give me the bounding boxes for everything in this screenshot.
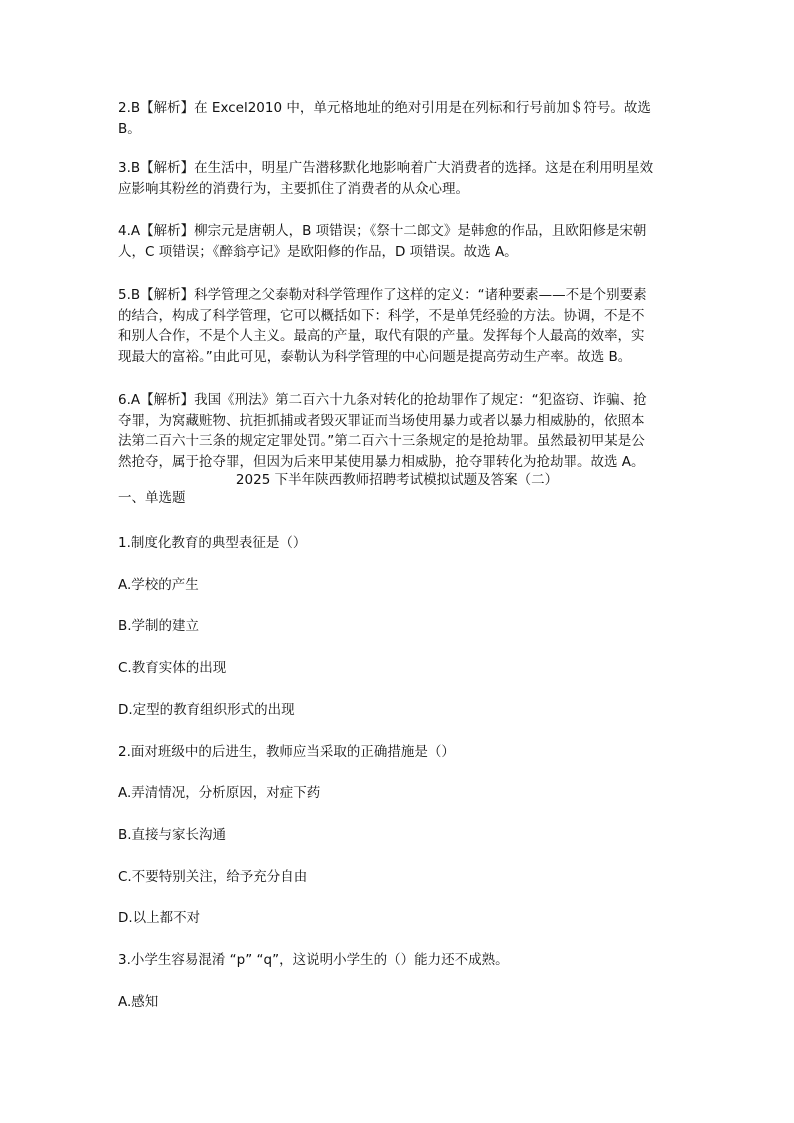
answer-paragraph — [118, 390, 698, 472]
answer-line: 法第二百六十三条的规定定罪处罚。”第二百六十三条规定的是抢劫罪。虽然最初甲某是公 — [118, 433, 645, 449]
answer-line: 的结合，构成了科学管理，它可以概括如下：科学，不是单凭经验的方法。协调，不是不 — [118, 307, 645, 324]
answer-paragraph — [118, 98, 698, 139]
question-option-text: D.定型的教育组织形式的出现 — [118, 701, 295, 718]
question-option-text: A.弄清情况，分析原因，对症下药 — [118, 785, 321, 802]
question-stem — [118, 533, 698, 554]
question-option — [118, 700, 698, 721]
answer-line: 2.B【解析】在 Excel2010 中，单元格地址的绝对引用是在列标和行号前加＄符号。故选 — [118, 100, 651, 116]
question-stem-text: 3.小学生容易混淆 “p” “q”，这说明小学生的（）能力还不成熟。 — [118, 952, 509, 968]
question-stem — [118, 742, 698, 763]
question-option — [118, 867, 698, 888]
answer-line: 5.B【解析】科学管理之父泰勒对科学管理作了这样的定义：“诸种要素——不是个别要素 — [118, 287, 647, 303]
answer-line: 6.A【解析】我国《刑法》第二百六十九条对转化的抢劫罪作了规定：“犯盗窃、诈骗、抢 — [118, 392, 647, 408]
question-option-text: B.学制的建立 — [118, 618, 200, 635]
question-option-text: A.学校的产生 — [118, 576, 199, 593]
answer-paragraph — [118, 221, 698, 262]
section-title: 2025 下半年陕西教师招聘考试模拟试题及答案（二） — [235, 472, 559, 488]
answer-line: 应影响其粉丝的消费行为，主要抓住了消费者的从众心理。 — [118, 180, 469, 197]
answer-line: 人，C 项错误；《醉翁亭记》是欧阳修的作品，D 项错误。故选 A。 — [118, 243, 518, 260]
question-stem-text: 2.面对班级中的后进生，教师应当采取的正确措施是（） — [118, 743, 455, 760]
question-option — [118, 783, 698, 804]
question-option — [118, 616, 698, 637]
question-option-text: D.以上都不对 — [118, 910, 201, 927]
question-option-text: A.感知 — [118, 993, 159, 1010]
answer-line: 现最大的富裕。”由此可见，泰勒认为科学管理的中心问题是提高劳动生产率。故选 B。 — [118, 348, 632, 365]
question-option-text: C.不要特别关注，给予充分自由 — [118, 868, 308, 885]
answer-line: 和别人合作，不是个人主义。最高的产量，取代有限的产量。发挥每个人最高的效率，实 — [118, 328, 645, 344]
question-stem — [118, 950, 698, 971]
answer-paragraph — [118, 158, 698, 199]
answer-line: 夺罪，为窝藏赃物、抗拒抓捕或者毁灭罪证而当场使用暴力或者以暴力相威胁的，依照本 — [118, 412, 645, 429]
answer-line: 3.B【解析】在生活中，明星广告潜移默化地影响着广大消费者的选择。这是在利用明星效 — [118, 160, 654, 176]
section-heading-text: 一、单选题 — [118, 490, 186, 506]
answer-paragraph — [118, 285, 698, 367]
question-option — [118, 825, 698, 846]
question-option-text: C.教育实体的出现 — [118, 660, 227, 677]
question-option — [118, 992, 698, 1013]
answer-line: 4.A【解析】柳宗元是唐朝人，B 项错误；《祭十二郎文》是韩愈的作品，且欧阳修是宋朝 — [118, 223, 647, 239]
question-option-text: B.直接与家长沟通 — [118, 826, 227, 843]
question-option — [118, 908, 698, 929]
answer-line: 然抢夺，属于抢夺罪，但因为后来甲某使用暴力相威胁，抢夺罪转化为抢劫罪。故选 A。 — [118, 453, 645, 470]
question-option — [118, 575, 698, 596]
question-stem-text: 1.制度化教育的典型表征是（） — [118, 535, 307, 551]
section-heading — [118, 488, 698, 509]
answer-line: B。 — [118, 120, 141, 137]
question-option — [118, 658, 698, 679]
